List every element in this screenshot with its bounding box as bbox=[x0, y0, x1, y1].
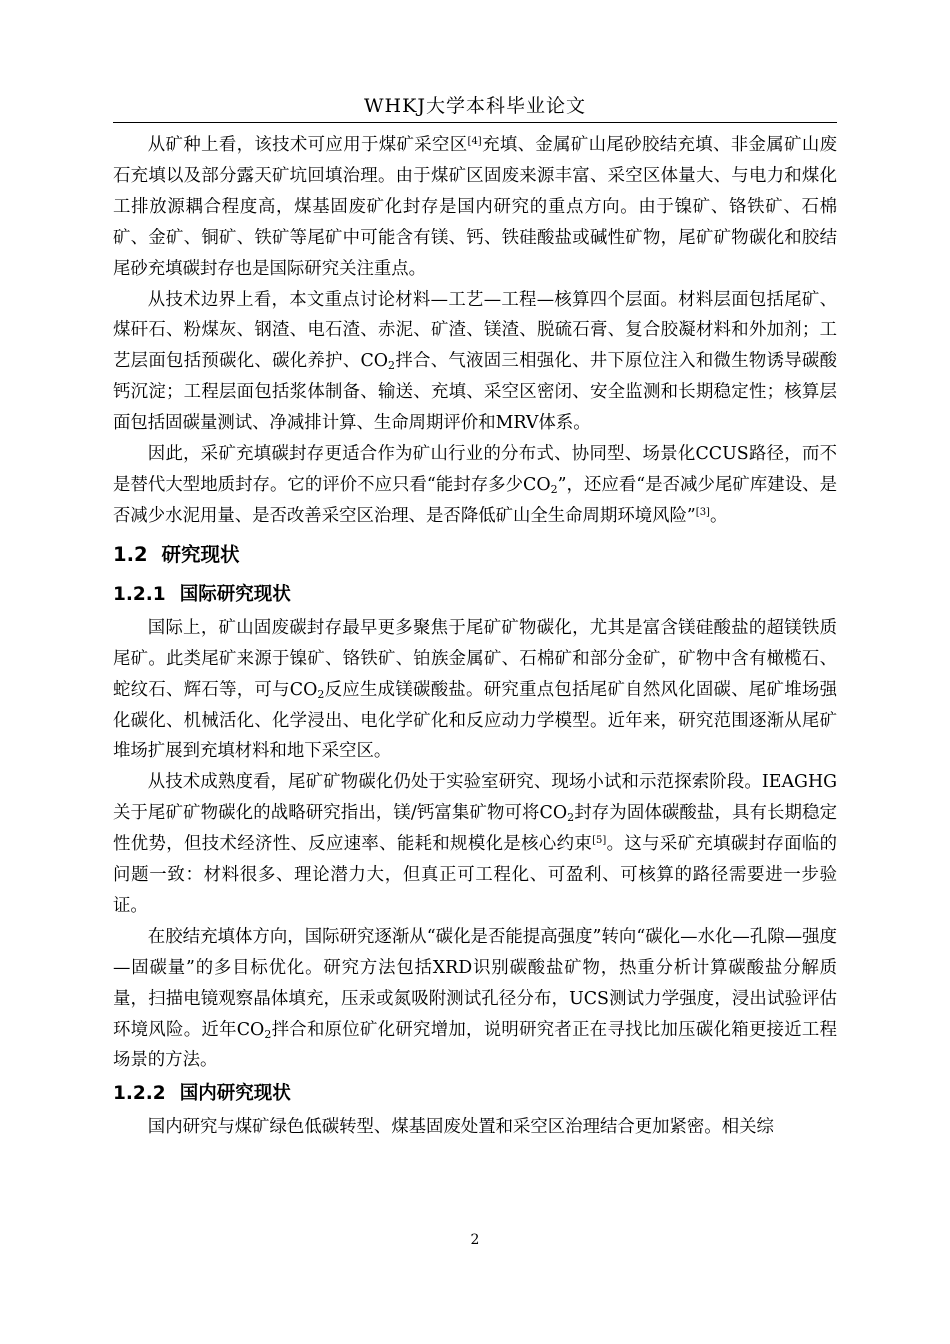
body-content bbox=[113, 130, 837, 1143]
paragraph-6: 在胶结充填体方向，国际研究逐渐从“碳化是否能提高强度”转向“碳化—水化—孔隙—强度—固碳量”的多目标优化。研究方法包括XRD识别碳酸盐矿物，热重分析计算碳酸盐分解质量，扫描电镜观察晶体填充，压汞或氮吸附测试孔径分布，UCS测试力学强度，浸出试验评估环境风险。近年$CO_2$拌合和原位矿化研究增加，说明研究者正在寻找比加压碳化箱更接近工程场景的方法。 bbox=[113, 926, 837, 1071]
page-number: 2 bbox=[470, 1232, 480, 1248]
subsection-heading-1-2-1: 1.2.1 国际研究现状 bbox=[113, 583, 291, 605]
subsection-heading-1-2-2: 1.2.2 国内研究现状 bbox=[113, 1083, 291, 1105]
header-rule bbox=[113, 122, 837, 123]
paragraph-2: 从技术边界上看，本文重点讨论材料—工艺—工程—核算四个层面。材料层面包括尾矿、煤矸石、粉煤灰、钢渣、电石渣、赤泥、矿渣、镁渣、脱硫石膏、复合胶凝材料和外加剂；工艺层面包括预碳化、碳化养护、$CO_2$拌合、气液固三相强化、井下原位注入和微生物诱导碳酸钙沉淀；工程层面包括浆体制备、输送、充填、采空区密闭、安全监测和长期稳定性；核算层面包括固碳量测试、净减排计算、生命周期评价和MRV体系。 bbox=[113, 289, 837, 434]
paragraph-5: 从技术成熟度看，尾矿矿物碳化仍处于实验室研究、现场小试和示范探索阶段。IEAGHG关于尾矿矿物碳化的战略研究指出，镁/钙富集矿物可将$CO_2$封存为固体碳酸盐，具有长期稳定性优势，但技术经济性、反应速率、能耗和规模化是核心约束[5]。这与采矿充填碳封存面临的问题一致：材料很多、理论潜力大，但真正可工程化、可盈利、可核算的路径需要进一步验证。 bbox=[113, 772, 837, 916]
page-header: WHKJ大学本科毕业论文 bbox=[364, 95, 586, 117]
paragraph-1: 从矿种上看，该技术可应用于煤矿采空区[4]充填、金属矿山尾砂胶结充填、非金属矿山废石充填以及部分露天矿坑回填治理。由于煤矿区固废来源丰富、采空区体量大、与电力和煤化工排放源耦合程度高，煤基固废矿化封存是国内研究的重点方向。由于镍矿、铬铁矿、石棉矿、金矿、铜矿、铁矿等尾矿中可能含有镁、钙、铁硅酸盐或碱性矿物，尾矿矿物碳化和胶结尾砂充填碳封存也是国际研究关注重点。 bbox=[113, 135, 837, 279]
paragraph-3: 因此，采矿充填碳封存更适合作为矿山行业的分布式、协同型、场景化CCUS路径，而不是替代大型地质封存。它的评价不应只看“能封存多少$CO_2$”，还应看“是否减少尾矿库建设、是否减少水泥用量、是否改善采空区治理、是否降低矿山全生命周期环境风险”[3]。 bbox=[113, 444, 837, 526]
paragraph-7: 国内研究与煤矿绿色低碳转型、煤基固废处置和采空区治理结合更加紧密。相关综 bbox=[147, 1117, 774, 1138]
citation[interactable]: [5] bbox=[592, 835, 607, 847]
paragraph-4: 国际上，矿山固废碳封存最早更多聚焦于尾矿矿物碳化，尤其是富含镁硅酸盐的超镁铁质尾矿。此类尾矿来源于镍矿、铬铁矿、铂族金属矿、石棉矿和部分金矿，矿物中含有橄榄石、蛇纹石、辉石等，可与$CO_2$反应生成镁碳酸盐。研究重点包括尾矿自然风化固碳、尾矿堆场强化碳化、机械活化、化学浸出、电化学矿化和反应动力学模型。近年来，研究范围逐渐从尾矿堆场扩展到充填材料和地下采空区。 bbox=[113, 617, 837, 762]
section-heading-1-2: 1.2 研究现状 bbox=[113, 542, 240, 566]
citation[interactable]: [3] bbox=[695, 506, 710, 518]
citation[interactable]: [4] bbox=[467, 136, 482, 147]
